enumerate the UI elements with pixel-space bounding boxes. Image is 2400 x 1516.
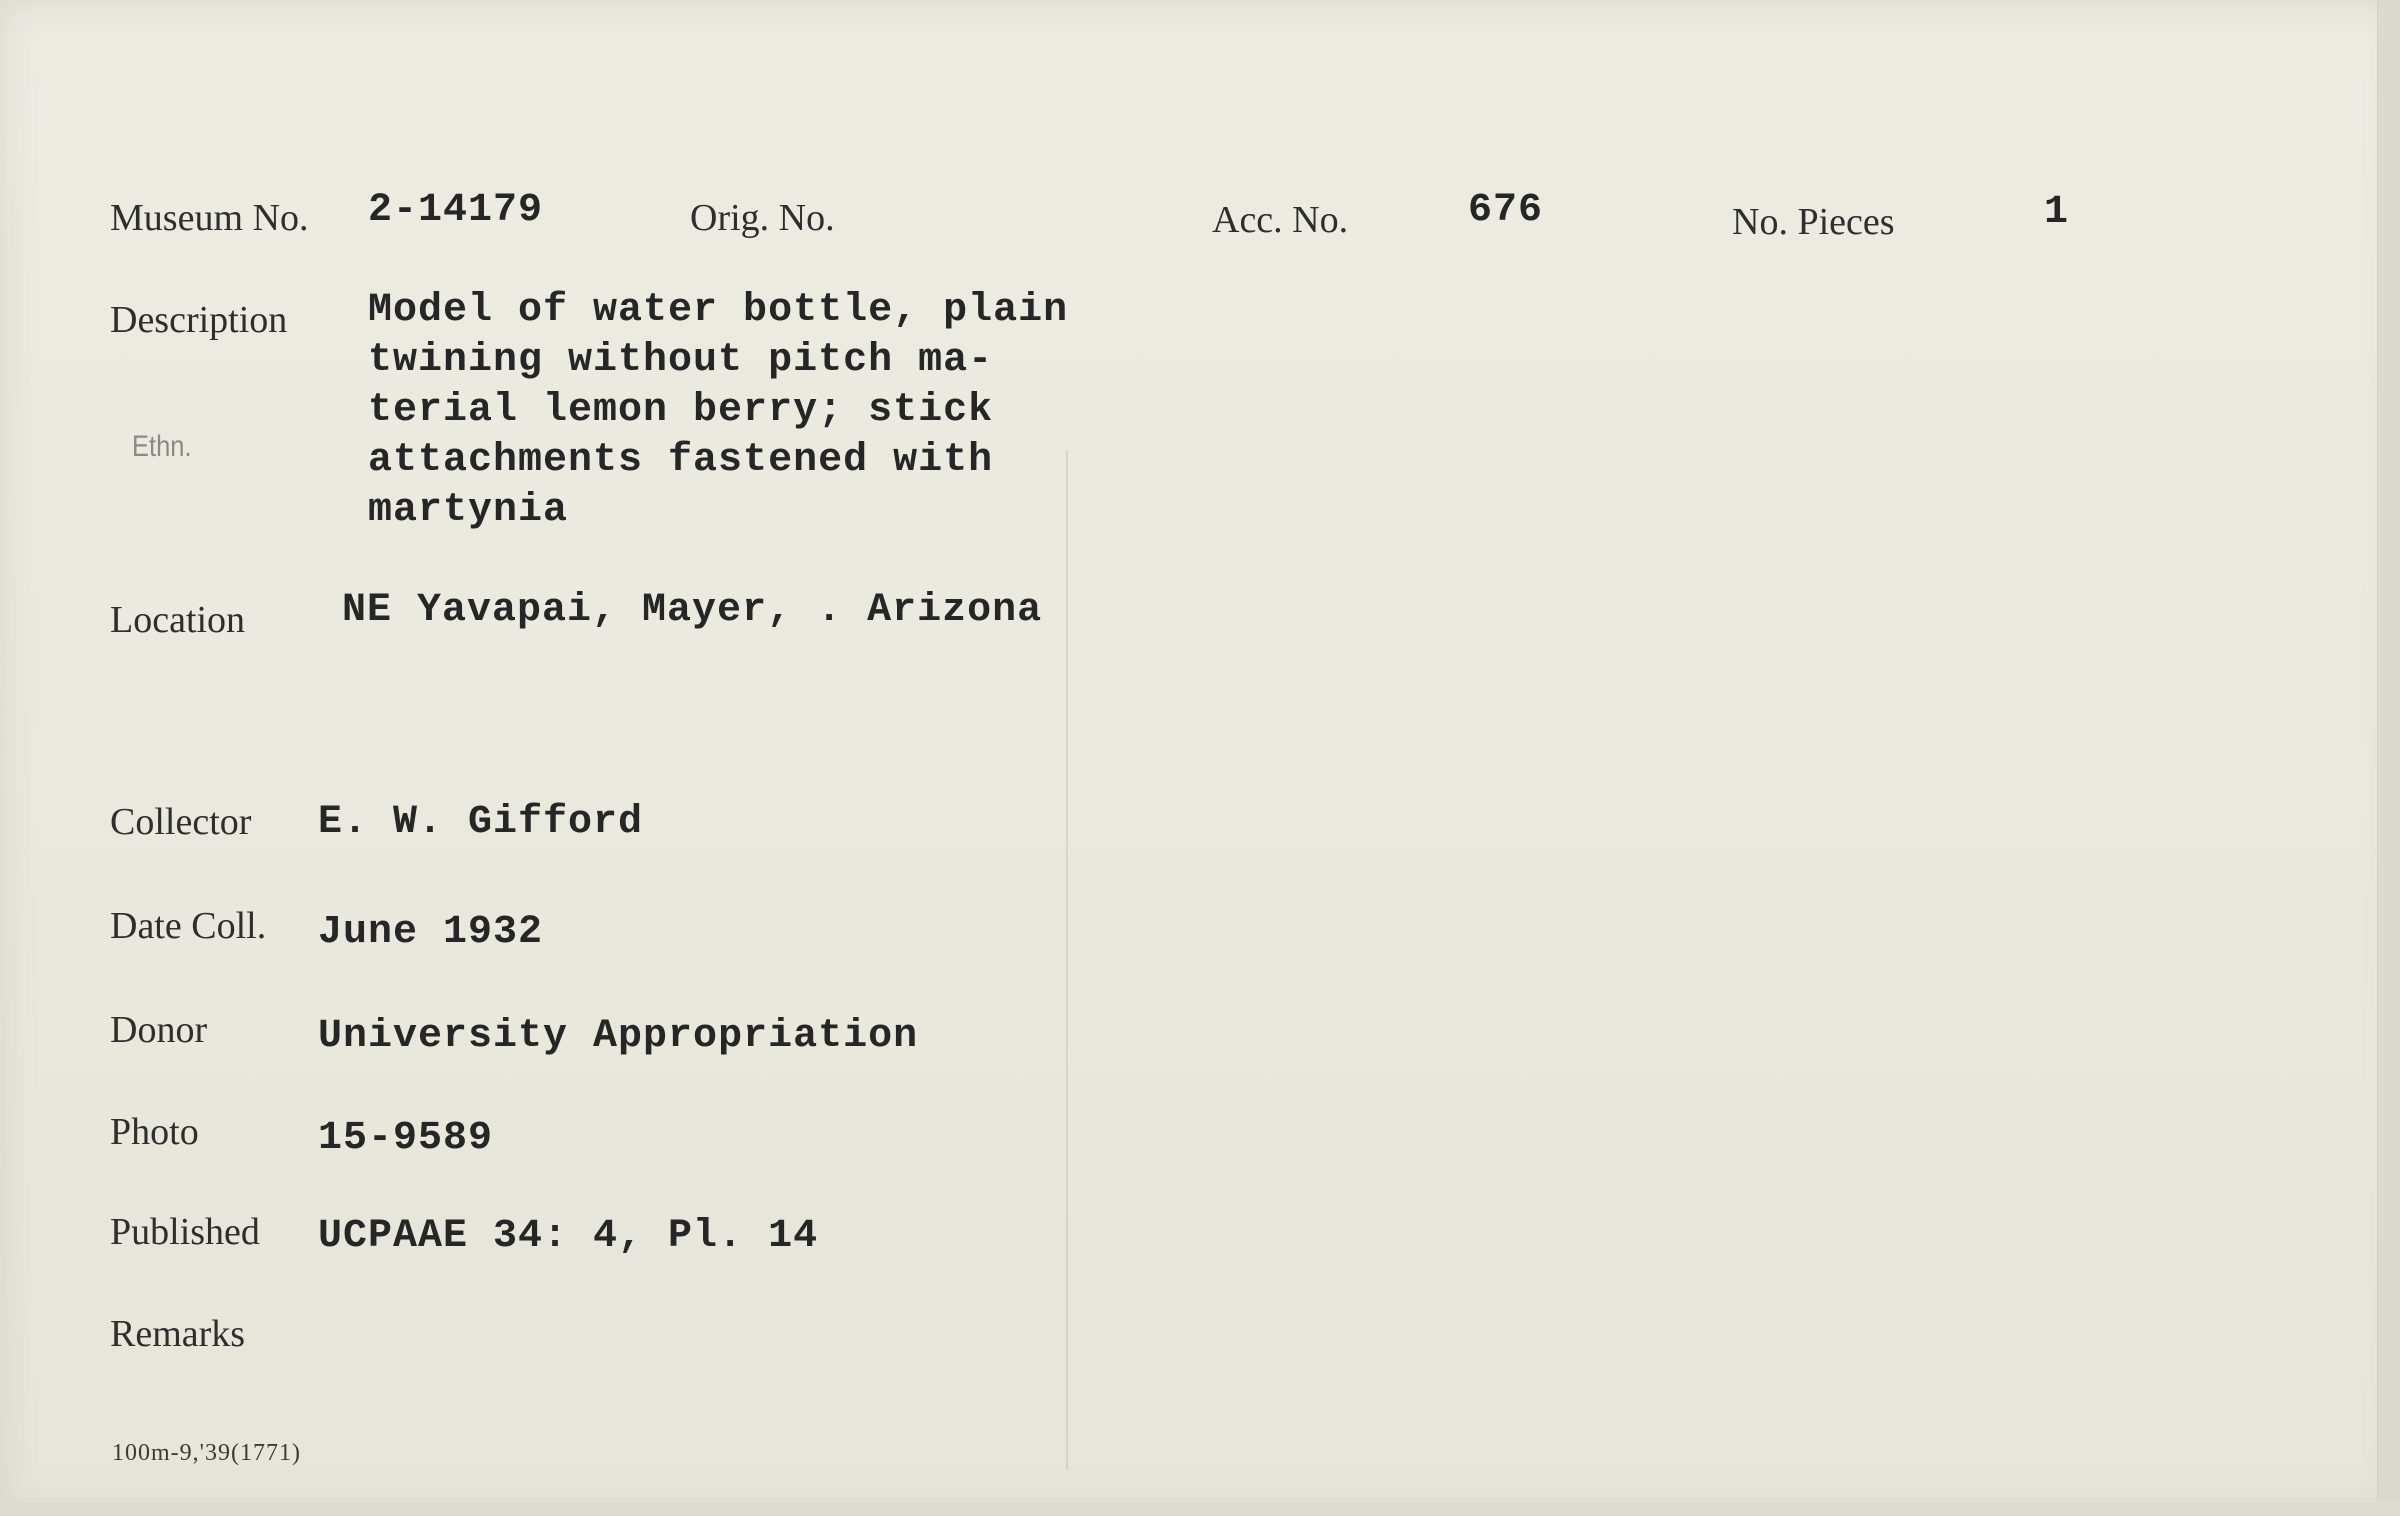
date-coll-value: June 1932 xyxy=(318,910,544,955)
museum-no-value: 2-14179 xyxy=(368,188,544,233)
museum-no-label: Museum No. xyxy=(110,197,309,239)
card-right-edge xyxy=(2377,0,2400,1516)
location-label: Location xyxy=(110,599,246,641)
description-line: attachments fastened with xyxy=(368,438,994,483)
no-pieces-label: No. Pieces xyxy=(1732,201,1895,243)
ethn-stamp: Ethn. xyxy=(132,430,192,463)
print-code: 100m-9,'39(1771) xyxy=(112,1440,301,1466)
description-label: Description xyxy=(110,299,288,341)
description-line: terial lemon berry; stick xyxy=(368,388,994,433)
no-pieces-value: 1 xyxy=(2044,190,2070,235)
description-line: twining without pitch ma- xyxy=(368,338,994,383)
card-crease xyxy=(1066,450,1068,1470)
location-value: NE Yavapai, Mayer, . Arizona xyxy=(342,588,1043,633)
collector-label: Collector xyxy=(110,801,252,843)
acc-no-label: Acc. No. xyxy=(1212,199,1349,241)
description-value xyxy=(368,286,1068,536)
donor-value: University Appropriation xyxy=(318,1014,919,1059)
photo-value: 15-9589 xyxy=(318,1116,494,1161)
published-label: Published xyxy=(110,1211,260,1253)
date-coll-label: Date Coll. xyxy=(110,905,267,947)
description-line: martynia xyxy=(368,488,569,533)
donor-label: Donor xyxy=(110,1009,208,1051)
description-line: Model of water bottle, plain xyxy=(368,288,1069,333)
acc-no-value: 676 xyxy=(1468,188,1544,233)
published-value: UCPAAE 34: 4, Pl. 14 xyxy=(318,1214,819,1259)
card-bottom-edge xyxy=(0,1502,2400,1516)
collector-value: E. W. Gifford xyxy=(318,800,644,845)
photo-label: Photo xyxy=(110,1111,199,1153)
remarks-label: Remarks xyxy=(110,1313,246,1355)
orig-no-label: Orig. No. xyxy=(690,197,835,239)
